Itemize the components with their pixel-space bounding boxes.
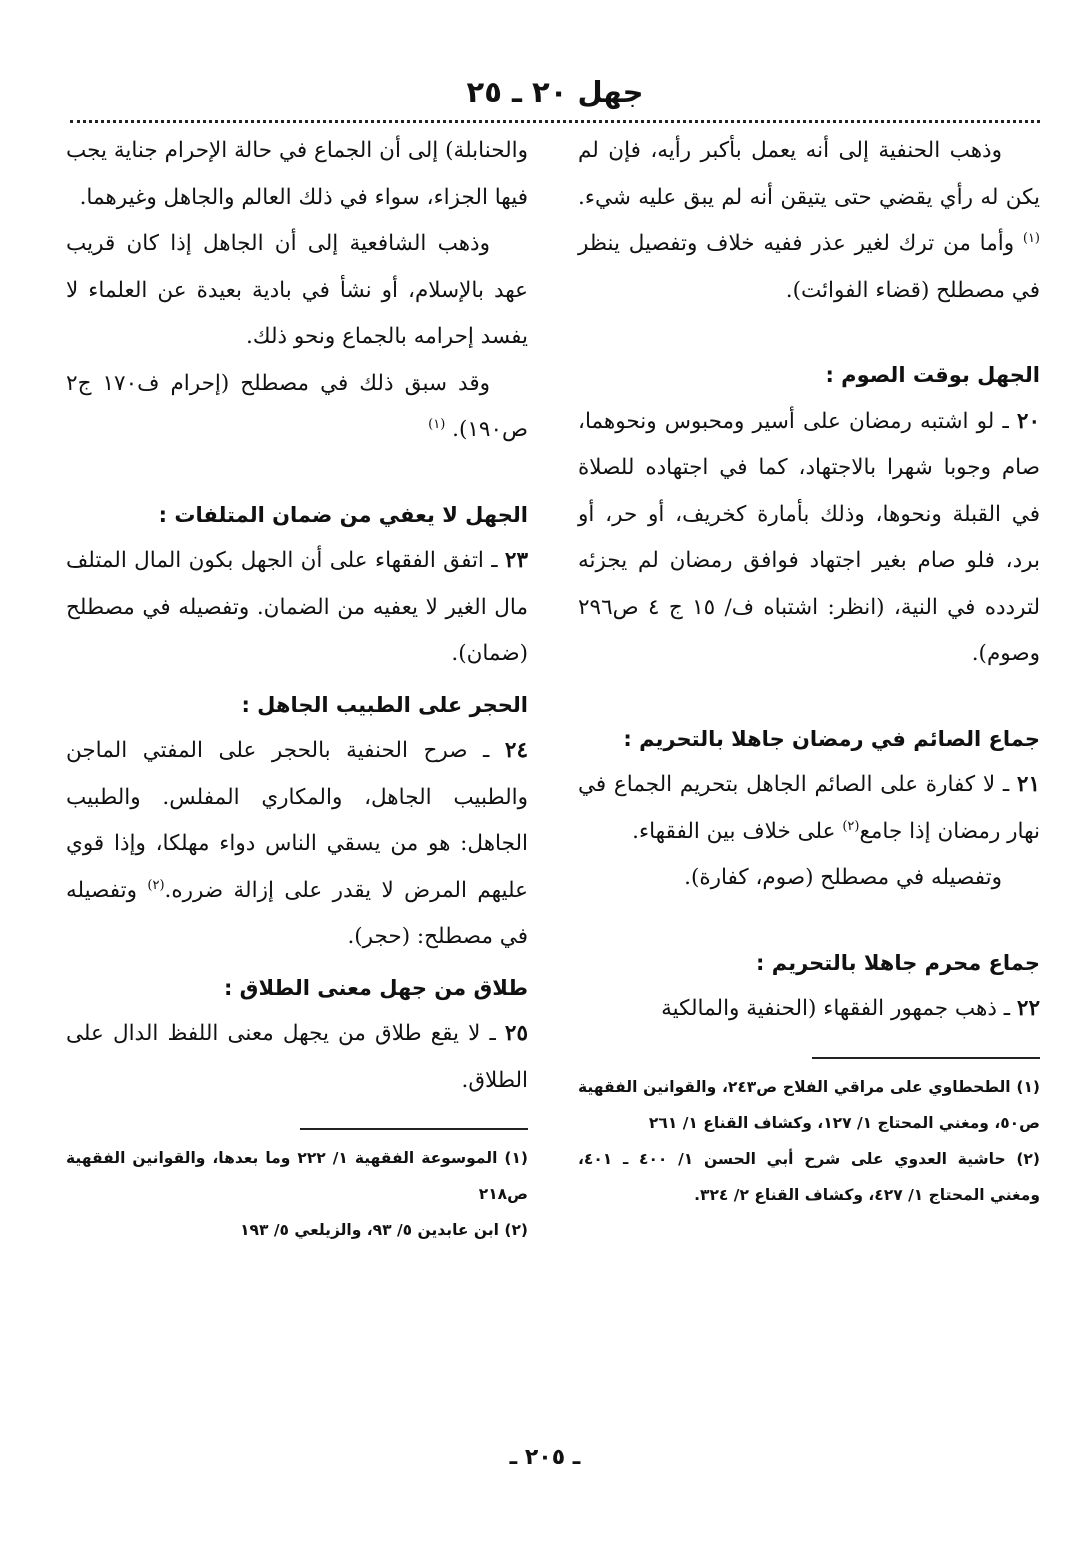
page-title: جهل ٢٠ ـ ٢٥ xyxy=(466,75,644,109)
footnote-ref: (١) xyxy=(1022,230,1040,246)
right-column xyxy=(578,128,1040,1213)
left-column xyxy=(66,128,528,1248)
paragraph: ٢١ ـ لا كفارة على الصائم الجاهل بتحريم الجماع في نهار رمضان إذا جامع$^{(٢)}$ على خلاف بين الفقهاء. xyxy=(578,772,1040,844)
page-header xyxy=(70,70,1040,122)
paragraph: ٢٠ ـ لو اشتبه رمضان على أسير ومحبوس ونحوهما، صام وجوبا شهرا بالاجتهاد، كما في اجتهاده للصلاة في القبلة ونحوها، وذلك بأمارة كخريف، أو حر، أو برد، فلو صام بغير اجتهاد فوافق رمضان لم يجزئه لتردده في النية، (انظر: اشتباه ف/ ١٥ ج ٤ ص٢٩٦ وصوم). xyxy=(578,408,1041,666)
section-heading: جماع الصائم في رمضان جاهلا بالتحريم : xyxy=(623,726,1040,751)
paragraph: ٢٥ ـ لا يقع طلاق من يجهل معنى اللفظ الدال على الطلاق. xyxy=(66,1021,528,1093)
section-number: ٢٥ xyxy=(504,1021,528,1046)
section-heading: الحجر على الطبيب الجاهل : xyxy=(241,692,528,717)
section-number: ٢٣ xyxy=(504,548,528,573)
paragraph: ٢٤ ـ صرح الحنفية بالحجر على المفتي الماجن والطبيب الجاهل، والمكاري المفلس. والطبيب الجاهل: هو من يسقي الناس دواء مهلكا، وإذا قوي عليهم المرض لا يقدر على إزالة ضرره.$^{(٢)}$ وتفصيله في مصطلح: (حجر). xyxy=(66,738,528,949)
section-number: ٢٤ xyxy=(504,738,528,763)
section-heading: الجهل لا يعفي من ضمان المتلفات : xyxy=(158,502,528,527)
footnote-ref: (١) xyxy=(428,416,446,432)
paragraph: ٢٣ ـ اتفق الفقهاء على أن الجهل بكون المال المتلف مال الغير لا يعفيه من الضمان. وتفصيله في مصطلح (ضمان). xyxy=(66,548,528,666)
paragraph: ٢٢ ـ ذهب جمهور الفقهاء (الحنفية والمالكية xyxy=(661,996,1040,1021)
footnote: (١) الموسوعة الفقهية ١/ ٢٢٢ وما بعدها، والقوانين الفقهية ص٢١٨ xyxy=(66,1149,529,1203)
header-divider xyxy=(70,120,1040,123)
footnote-divider xyxy=(812,1057,1040,1059)
footnotes xyxy=(578,1069,1040,1213)
section-heading: طلاق من جهل معنى الطلاق : xyxy=(223,975,528,1000)
footnotes xyxy=(66,1140,528,1248)
paragraph: وذهب الحنفية إلى أنه يعمل بأكبر رأيه، فإن لم يكن له رأي يقضي حتى يتيقن أنه لم يبق عليه شيء.$^{(١)}$ وأما من ترك لغير عذر ففيه خلاف وتفصيل ينظر في مصطلح (قضاء الفوائت). xyxy=(578,138,1040,303)
page-number: ـ ٢٠٥ ـ xyxy=(509,1445,581,1470)
section-number: ٢١ xyxy=(1016,772,1040,797)
footnote: (١) الطحطاوي على مراقي الفلاح ص٢٤٣، والقوانين الفقهية ص٥٠، ومغني المحتاج ١/ ١٢٧، وكشاف القناع ١/ ٢٦١ xyxy=(578,1077,1040,1132)
paragraph: وتفصيله في مصطلح (صوم، كفارة). xyxy=(684,865,1002,890)
footnote-ref: (٢) xyxy=(147,877,165,893)
footnote-ref: (٢) xyxy=(842,818,860,834)
paragraph: وذهب الشافعية إلى أن الجاهل إذا كان قريب عهد بالإسلام، أو نشأ في بادية بعيدة عن العلماء لا يفسد إحرامه بالجماع ونحو ذلك. xyxy=(66,231,528,349)
section-number: ٢٠ xyxy=(1016,408,1040,434)
footnote: (٢) ابن عابدين ٥/ ٩٣، والزيلعي ٥/ ١٩٣ xyxy=(240,1221,528,1239)
footnote: (٢) حاشية العدوي على شرح أبي الحسن ١/ ٤٠٠ ـ ٤٠١، ومغني المحتاج ١/ ٤٢٧، وكشاف القناع ٢/ ٣٢٤. xyxy=(578,1149,1040,1204)
section-heading: جماع محرم جاهلا بالتحريم : xyxy=(756,950,1040,975)
footnote-divider xyxy=(300,1128,528,1130)
section-number: ٢٢ xyxy=(1016,996,1040,1021)
paragraph: وقد سبق ذلك في مصطلح (إحرام ف١٧٠ ج٢ ص١٩٠). $^{(١)}$ xyxy=(66,370,528,442)
paragraph: والحنابلة) إلى أن الجماع في حالة الإحرام جناية يجب فيها الجزاء، سواء في ذلك العالم والجاهل وغيرهما. xyxy=(66,138,528,210)
section-heading: الجهل بوقت الصوم : xyxy=(825,363,1040,387)
